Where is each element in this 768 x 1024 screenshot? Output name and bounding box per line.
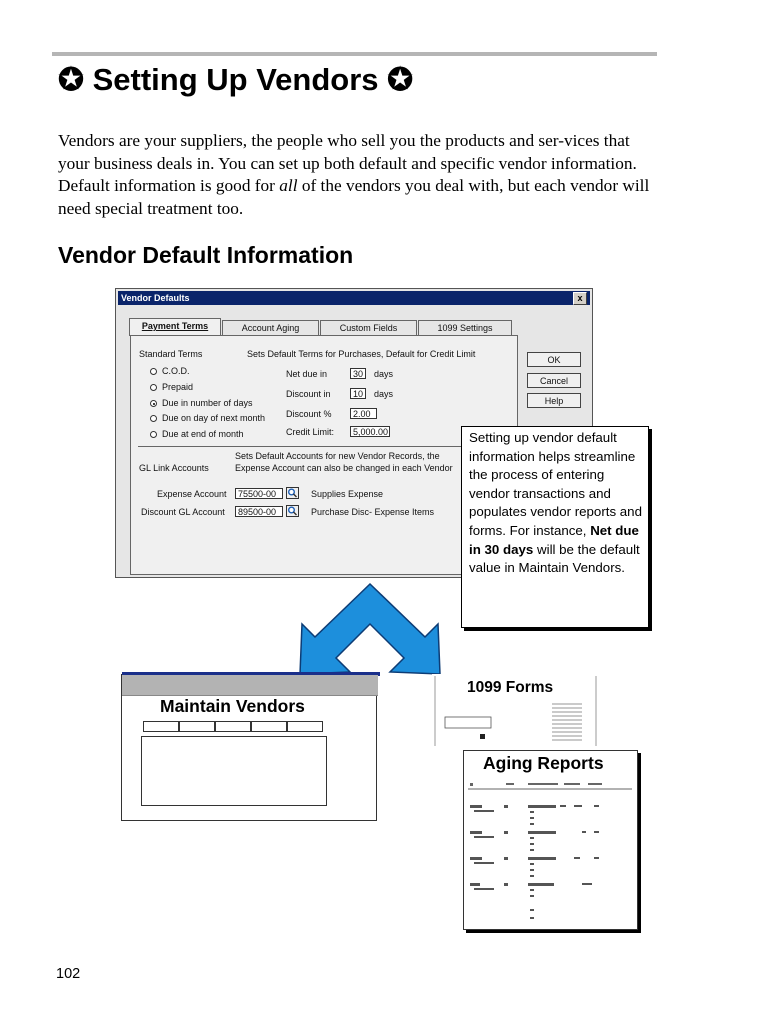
expense-account-label: Expense Account <box>157 489 227 499</box>
standard-terms-label: Standard Terms <box>139 349 203 359</box>
page-title <box>58 58 413 102</box>
radio-prepaid[interactable] <box>150 382 193 393</box>
aging-reports-thumbnail <box>463 750 638 930</box>
radio-icon <box>150 384 157 391</box>
radio-icon <box>150 431 157 438</box>
field-cell <box>179 721 215 732</box>
forms-1099-thumbnail <box>432 674 598 746</box>
toolbar <box>122 675 378 696</box>
callout-text: Setting up vendor default information helps streamline the process of entering vendor transactions and populates vendor reports and forms. For instance, <box>469 430 642 538</box>
credit-limit-label: Credit Limit: <box>286 427 335 437</box>
discount-gl-label: Discount GL Account <box>141 507 225 517</box>
aging-reports-label: Aging Reports <box>483 753 604 773</box>
radio-label: Due in number of days <box>162 398 253 408</box>
discount-in-unit: days <box>374 389 394 399</box>
callout-bold: Net due in 30 days <box>469 522 639 557</box>
discount-in-field[interactable]: 10 <box>350 388 366 399</box>
discount-pct-label: Discount % <box>286 409 332 419</box>
close-icon[interactable]: x <box>573 292 587 305</box>
radio-due-in-days[interactable] <box>150 398 253 409</box>
intro-emphasis: all <box>279 176 298 196</box>
radio-icon <box>150 415 157 422</box>
radio-cod[interactable] <box>150 366 190 377</box>
tab-payment-terms[interactable]: Payment Terms <box>129 318 221 336</box>
page-title-text: Setting Up Vendors <box>92 62 379 97</box>
radio-icon <box>150 368 157 375</box>
star-icon: ✪ <box>58 62 84 97</box>
intro-text-end: of the vendors you deal with, but each vendor will need special treatment too. <box>58 176 650 218</box>
divider <box>138 446 514 447</box>
credit-limit-field[interactable]: 5,000.00 <box>350 426 390 437</box>
cancel-button[interactable]: Cancel <box>527 373 581 388</box>
field-cell <box>287 721 323 732</box>
callout-text-end: will be the default value in Maintain Vendors. <box>469 541 640 576</box>
radio-label: C.O.D. <box>162 366 190 376</box>
lookup-icon[interactable] <box>286 487 299 499</box>
net-due-field[interactable]: 30 <box>350 368 366 379</box>
gl-desc-2: Expense Account can also be changed in each Vendor <box>235 463 453 473</box>
intro-paragraph <box>58 130 658 220</box>
gl-link-label: GL Link Accounts <box>139 463 209 473</box>
section-heading: Vendor Default Information <box>58 242 354 268</box>
standard-terms-desc: Sets Default Terms for Purchases, Default for Credit Limit <box>247 349 476 359</box>
discount-gl-name: Purchase Disc- Expense Items <box>311 507 435 517</box>
dialog-title-bar <box>118 291 590 305</box>
tab-account-aging[interactable]: Account Aging <box>222 320 319 335</box>
callout-box <box>461 426 649 628</box>
maintain-vendors-label: Maintain Vendors <box>160 696 305 716</box>
page-number: 102 <box>56 966 81 982</box>
maintain-vendors-thumbnail <box>121 674 377 821</box>
expense-account-field[interactable]: 75500-00 <box>235 488 283 499</box>
tab-custom-fields[interactable]: Custom Fields <box>320 320 417 335</box>
radio-due-end-month[interactable] <box>150 429 244 440</box>
radio-label: Due at end of month <box>162 429 244 439</box>
intro-text: Vendors are your suppliers, the people who sell you the products and ser-vices that your business deals in. You can set up both default and specific vendor information. Default information is good for <box>58 131 637 196</box>
field-cell <box>215 721 251 732</box>
discount-gl-field[interactable]: 89500-00 <box>235 506 283 517</box>
radio-label: Due on day of next month <box>162 413 266 423</box>
gl-desc-1: Sets Default Accounts for new Vendor Records, the <box>235 451 440 461</box>
field-cell <box>251 721 287 732</box>
net-due-label: Net due in <box>286 369 328 379</box>
star-icon: ✪ <box>387 62 414 97</box>
report-graphic <box>464 779 636 929</box>
ok-button[interactable]: OK <box>527 352 581 367</box>
tab-1099-settings[interactable]: 1099 Settings <box>418 320 512 335</box>
top-rule <box>52 52 657 56</box>
radio-label: Prepaid <box>162 382 194 392</box>
help-button[interactable]: Help <box>527 393 581 408</box>
forms-1099-label: 1099 Forms <box>467 679 554 696</box>
content-box <box>141 736 327 806</box>
dialog-title: Vendor Defaults <box>121 293 190 303</box>
radio-selected-icon <box>150 400 157 407</box>
expense-account-name: Supplies Expense <box>311 489 384 499</box>
discount-pct-field[interactable]: 2.00 <box>350 408 377 419</box>
lookup-icon[interactable] <box>286 505 299 517</box>
double-arrow-icon <box>290 582 450 682</box>
radio-due-next-month[interactable] <box>150 413 265 424</box>
payment-terms-panel <box>130 335 518 575</box>
discount-in-label: Discount in <box>286 389 331 399</box>
field-cell <box>143 721 179 732</box>
net-due-unit: days <box>374 369 394 379</box>
